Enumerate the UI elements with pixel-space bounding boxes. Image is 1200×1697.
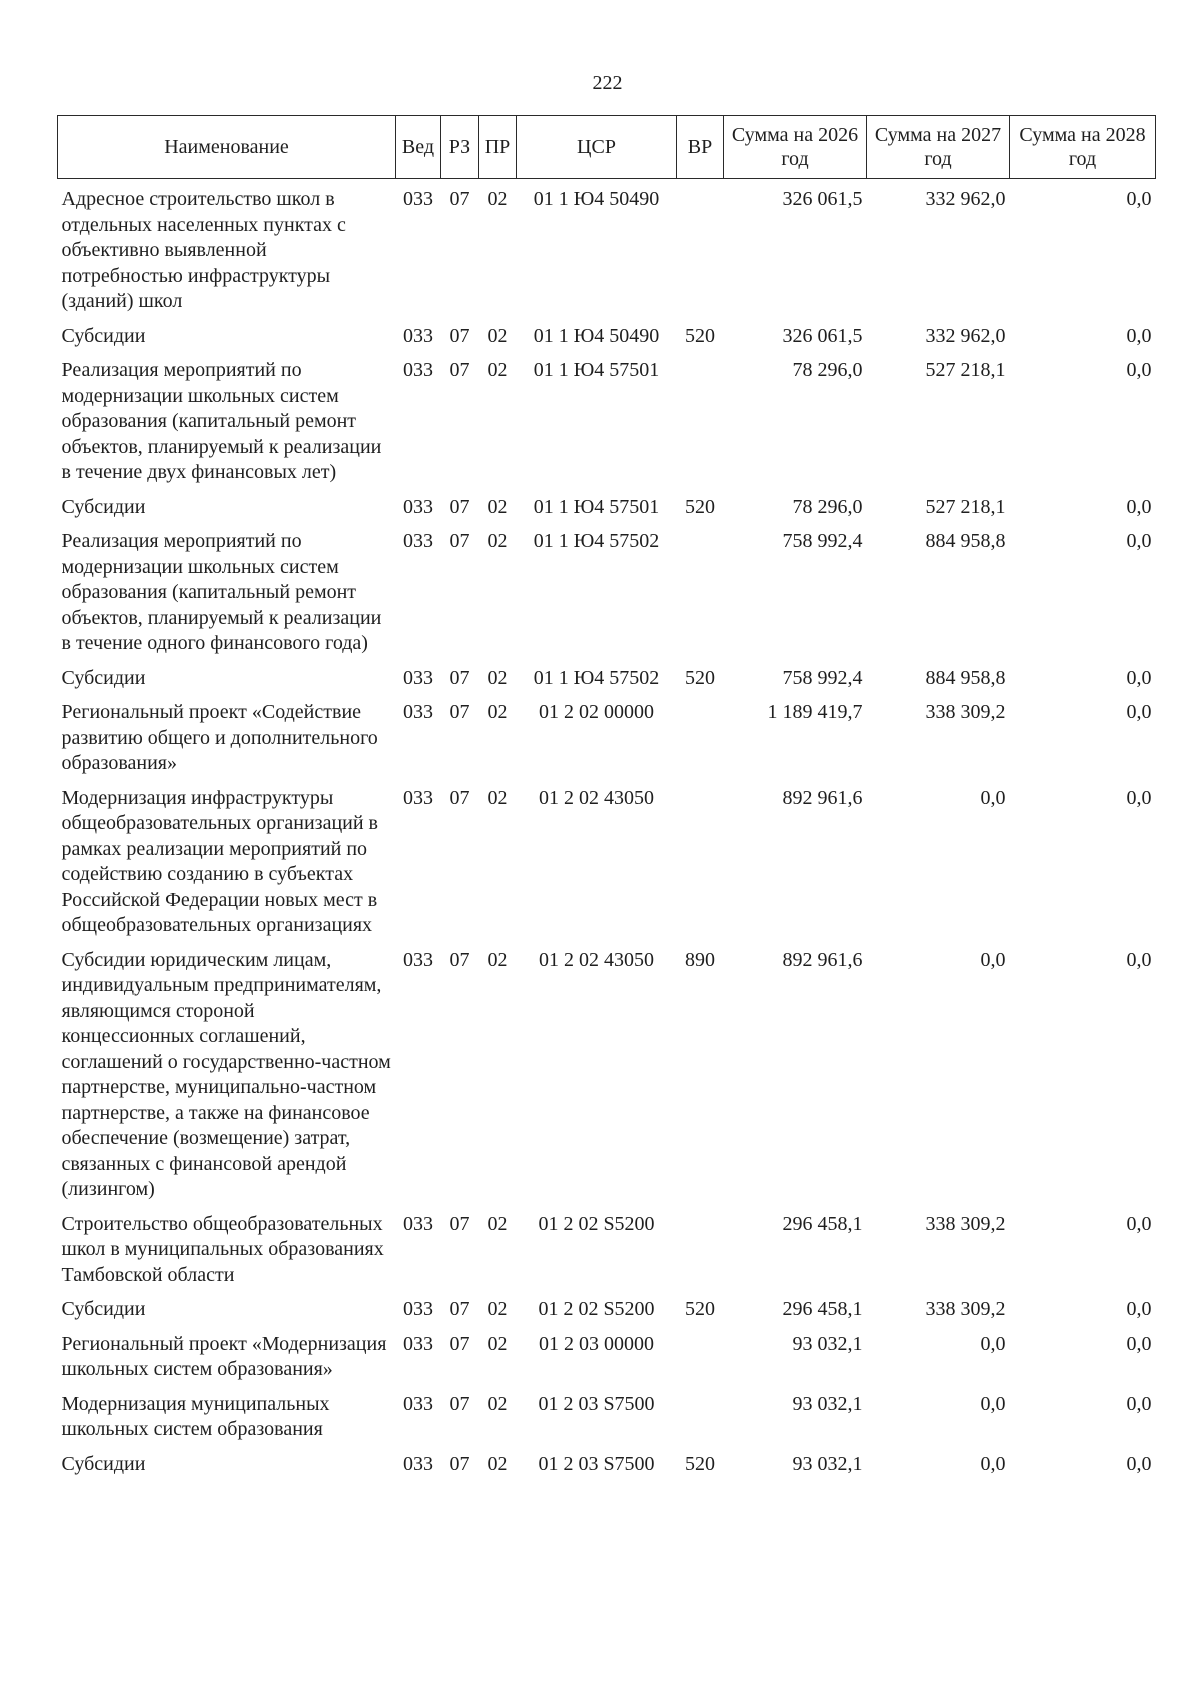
row-csr: 01 1 Ю4 57501 [533,495,660,518]
row-name: Региональный проект «Модернизация школьных систем образования» [61,1332,387,1380]
row-sum-2026: 326 061,5 [782,188,863,210]
row-sum-2028: 0,0 [1126,701,1152,723]
row-ved: 033 [403,948,433,971]
row-pr: 02 [487,495,508,518]
row-name: Модернизация муниципальных школьных систем образования [61,1392,330,1440]
row-csr: 01 2 02 43050 [539,948,654,971]
row-sum-2026: 93 032,1 [792,1392,863,1415]
row-name: Субсидии [61,1298,146,1320]
row-sum-2026: 78 296,0 [792,359,863,381]
row-pr: 02 [487,359,508,381]
row-sum-2027: 527 218,1 [925,495,1006,518]
row-sum-2026: 93 032,1 [792,1332,863,1355]
row-rz: 07 [449,701,470,723]
header-name: Наименование [58,116,396,179]
row-rz: 07 [449,666,470,689]
row-csr: 01 1 Ю4 57502 [533,530,660,552]
row-sum-2026: 758 992,4 [782,666,863,689]
row-sum-2028: 0,0 [1126,1452,1152,1475]
row-ved: 033 [403,1332,433,1355]
row-sum-2027: 338 309,2 [925,1212,1006,1235]
row-pr: 02 [487,1332,508,1355]
row-csr: 01 1 Ю4 50490 [533,188,660,210]
row-sum-2028: 0,0 [1126,1212,1152,1235]
row-csr: 01 2 03 S7500 [538,1392,655,1415]
row-csr: 01 1 Ю4 50490 [533,324,660,347]
row-sum-2026: 1 189 419,7 [767,701,863,723]
row-name: Строительство общеобразовательных школ в муниципальных образованиях Тамбовской области [61,1212,384,1286]
row-ved: 033 [403,1452,433,1475]
row-pr: 02 [487,188,508,210]
row-ved: 033 [403,324,433,347]
header-pr: ПР [479,116,517,179]
row-name: Субсидии юридическим лицам, индивидуальным предпринимателям, являющимся стороной концессионных соглашений, соглашений о государственно-частном партнерстве, муниципально-частном партнерстве, а также на финансовое обеспечение (возмещение) затрат, связанных с финансовой арендой (лизингом) [61,948,391,1200]
table-row [58,490,1156,525]
row-name: Региональный проект «Содействие развитию общего и дополнительного образования» [61,701,378,774]
row-sum-2027: 0,0 [980,786,1006,809]
row-name: Модернизация инфраструктуры общеобразовательных организаций в рамках реализации мероприятий по содействию созданию в субъектах Российской Федерации новых мест в общеобразовательных организациях [61,786,379,936]
row-sum-2028: 0,0 [1126,495,1152,518]
row-ved: 033 [403,666,433,689]
row-sum-2026: 758 992,4 [782,530,863,552]
row-sum-2028: 0,0 [1126,324,1152,347]
row-sum-2026: 326 061,5 [782,324,863,347]
row-name: Адресное строительство школ в отдельных населенных пунктах с объективно выявленной потребностью инфраструктуры (зданий) школ [61,188,346,312]
row-sum-2026: 892 961,6 [782,948,863,971]
row-sum-2027: 0,0 [980,948,1006,971]
header-sum-2027: Сумма на 2027 год [867,116,1010,179]
table-row [58,661,1156,696]
row-vr [677,1387,724,1447]
table-header-row [58,116,1156,179]
row-sum-2027: 332 962,0 [925,324,1006,347]
table-row [58,1292,1156,1327]
row-pr: 02 [487,786,508,809]
header-csr: ЦСР [517,116,677,179]
row-pr: 02 [487,701,508,723]
row-csr: 01 1 Ю4 57502 [533,666,660,689]
row-rz: 07 [449,1212,470,1235]
row-sum-2028: 0,0 [1126,786,1152,809]
row-csr: 01 1 Ю4 57501 [533,359,660,381]
row-sum-2027: 338 309,2 [925,701,1006,723]
row-sum-2028: 0,0 [1126,948,1152,971]
row-csr: 01 2 03 00000 [539,1332,654,1355]
row-csr: 01 2 02 S5200 [538,1298,655,1320]
row-name: Субсидии [61,495,146,518]
table-row [58,179,1156,319]
row-vr: 520 [685,495,715,518]
row-csr: 01 2 02 43050 [539,786,654,809]
row-vr: 520 [685,1298,715,1320]
row-vr: 520 [685,666,715,689]
row-ved: 033 [403,786,433,809]
table-row [58,319,1156,354]
row-pr: 02 [487,948,508,971]
row-sum-2027: 884 958,8 [925,666,1006,689]
row-sum-2026: 296 458,1 [782,1212,863,1235]
row-ved: 033 [403,1392,433,1415]
row-sum-2027: 0,0 [980,1452,1006,1475]
row-rz: 07 [449,1392,470,1415]
table-row [58,1447,1156,1482]
row-rz: 07 [449,495,470,518]
row-name: Субсидии [61,666,146,689]
table-row [58,524,1156,661]
table-row [58,1327,1156,1387]
row-vr [677,353,724,490]
table-row [58,1387,1156,1447]
row-rz: 07 [449,359,470,381]
row-rz: 07 [449,786,470,809]
row-ved: 033 [403,188,433,210]
row-csr: 01 2 02 S5200 [538,1212,655,1235]
row-vr [677,1327,724,1387]
table-row [58,353,1156,490]
row-ved: 033 [403,530,433,552]
row-sum-2027: 884 958,8 [925,530,1006,552]
row-vr: 520 [685,324,715,347]
table-row [58,695,1156,781]
row-pr: 02 [487,530,508,552]
header-rz: РЗ [441,116,479,179]
row-vr: 520 [685,1452,715,1475]
row-sum-2027: 338 309,2 [925,1298,1006,1320]
row-rz: 07 [449,324,470,347]
row-sum-2028: 0,0 [1126,1298,1152,1320]
row-sum-2028: 0,0 [1126,1332,1152,1355]
row-pr: 02 [487,1392,508,1415]
row-vr [677,179,724,319]
table-body [58,179,1156,1482]
row-sum-2028: 0,0 [1126,666,1152,689]
row-ved: 033 [403,701,433,723]
row-pr: 02 [487,1298,508,1320]
row-sum-2027: 332 962,0 [925,188,1006,210]
row-rz: 07 [449,1452,470,1475]
header-sum-2026: Сумма на 2026 год [724,116,867,179]
row-sum-2026: 296 458,1 [782,1298,863,1320]
row-name: Реализация мероприятий по модернизации школьных систем образования (капитальный ремонт объектов, планируемый к реализации в течение одного финансового года) [61,530,382,654]
header-vr: ВР [677,116,724,179]
row-vr: 890 [685,948,715,971]
row-csr: 01 2 03 S7500 [538,1452,655,1475]
row-ved: 033 [403,359,433,381]
row-sum-2027: 527 218,1 [925,359,1006,381]
row-sum-2028: 0,0 [1126,359,1152,381]
row-sum-2027: 0,0 [980,1332,1006,1355]
row-rz: 07 [449,1298,470,1320]
row-vr [677,1207,724,1293]
row-vr [677,695,724,781]
page-number: 222 [592,72,623,94]
row-ved: 033 [403,1212,433,1235]
row-rz: 07 [449,1332,470,1355]
row-sum-2028: 0,0 [1126,1392,1152,1415]
row-csr: 01 2 02 00000 [539,701,654,723]
row-ved: 033 [403,1298,433,1320]
row-rz: 07 [449,948,470,971]
row-ved: 033 [403,495,433,518]
row-pr: 02 [487,1452,508,1475]
table-row [58,781,1156,943]
row-name: Субсидии [61,1452,146,1475]
row-sum-2028: 0,0 [1126,530,1152,552]
row-rz: 07 [449,530,470,552]
row-vr [677,781,724,943]
row-pr: 02 [487,1212,508,1235]
row-sum-2026: 78 296,0 [792,495,863,518]
header-ved: Вед [396,116,441,179]
row-pr: 02 [487,324,508,347]
row-vr [677,524,724,661]
header-sum-2028: Сумма на 2028 год [1010,116,1156,179]
row-rz: 07 [449,188,470,210]
row-sum-2027: 0,0 [980,1392,1006,1415]
table-row [58,943,1156,1207]
row-sum-2028: 0,0 [1126,188,1152,210]
row-sum-2026: 892 961,6 [782,786,863,809]
row-name: Реализация мероприятий по модернизации школьных систем образования (капитальный ремонт объектов, планируемый к реализации в течение двух финансовых лет) [61,359,382,483]
row-sum-2026: 93 032,1 [792,1452,863,1475]
row-pr: 02 [487,666,508,689]
row-name: Субсидии [61,324,146,347]
budget-table [57,115,1156,1481]
table-row [58,1207,1156,1293]
